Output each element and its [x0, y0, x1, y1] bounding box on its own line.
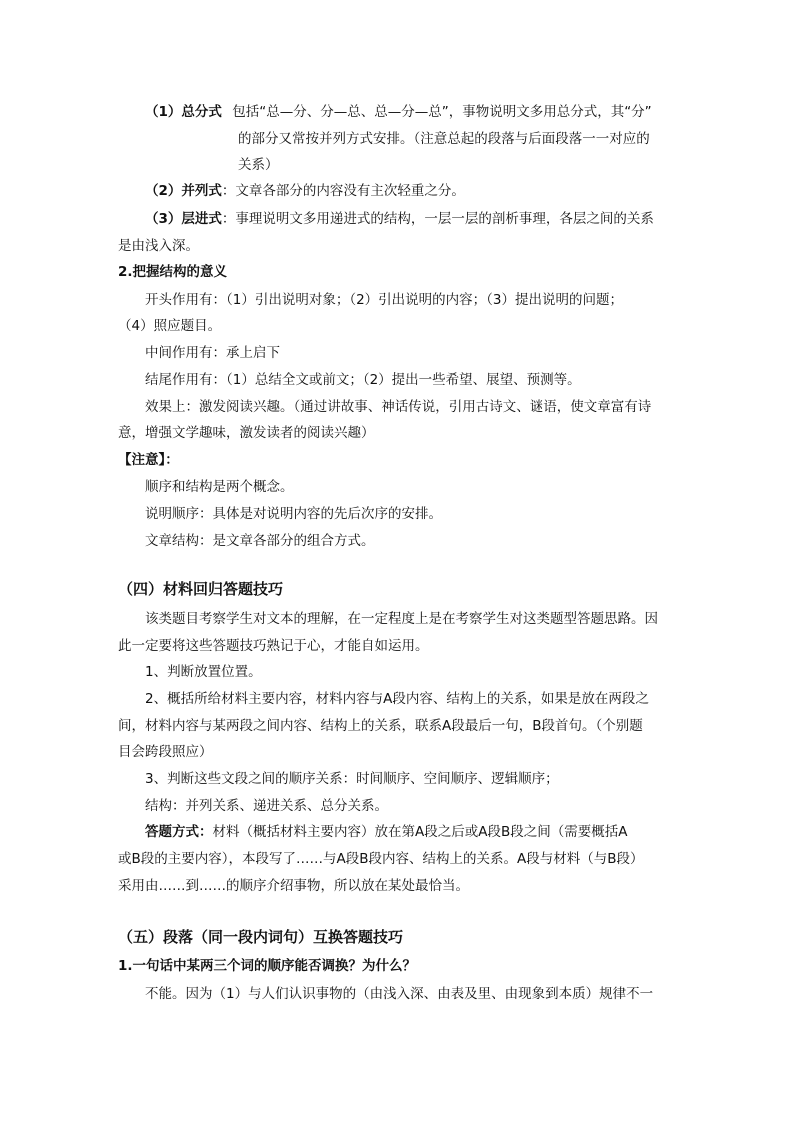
- text-line: 说明顺序：具体是对说明内容的先后次序的安排。: [145, 506, 442, 522]
- term-text: ：文章各部分的内容没有主次轻重之分。: [221, 183, 465, 199]
- question: 1.一句话中某两三个词的顺序能否调换？为什么？: [118, 958, 417, 974]
- note-label: 【注意】：: [118, 452, 179, 468]
- text-line: 文章结构：是文章各部分的组合方式。: [145, 533, 375, 549]
- answer-text: 材料（概括材料主要内容）放在第A段之后或A段B段之间（需要概括A: [212, 824, 628, 840]
- section-heading: （五）段落（同一段内词句）互换答题技巧: [118, 928, 404, 946]
- text-line: 间，材料内容与某两段之间内容、结构上的关系，联系A段最后一句，B段首句。（个别题: [118, 718, 643, 734]
- text-line: 不能。因为（1）与人们认识事物的（由浅入深、由表及里、由现象到本质）规律不一: [145, 986, 654, 1002]
- text-line: 的部分又常按并列方式安排。（注意总起的段落与后面段落一一对应的: [238, 131, 650, 147]
- section-heading: （四）材料回归答题技巧: [118, 580, 284, 598]
- list-item-total-structure: [145, 102, 652, 122]
- list-item-parallel-structure: [145, 181, 465, 201]
- answer-label: 答题方式：: [145, 824, 213, 840]
- text-line: 结构：并列关系、递进关系、总分关系。: [145, 798, 388, 814]
- term-text: ：事理说明文多用递进式的结构，一层一层的剖析事理，各层之间的关系: [221, 211, 654, 227]
- text-line: 3、判断这些文段之间的顺序关系：时间顺序、空间顺序、逻辑顺序；: [145, 771, 559, 787]
- text-line: 中间作用有：承上启下: [145, 345, 280, 361]
- text-line: （4）照应题目。: [118, 318, 222, 334]
- term-label: （2）并列式: [145, 183, 222, 199]
- text-line: 目会跨段照应）: [118, 744, 213, 760]
- text-line: 或B段的主要内容），本段写了……与A段B段内容、结构上的关系。A段与材料（与B段）: [118, 851, 644, 867]
- text-line: 关系）: [238, 157, 279, 173]
- text-line: 采用由……到……的顺序介绍事物，所以放在某处最恰当。: [118, 878, 469, 894]
- text-line: 2、概括所给材料主要内容，材料内容与A段内容、结构上的关系，如果是放在两段之: [145, 691, 649, 707]
- text-line: 此一定要将这些答题技巧熟记于心，才能自如运用。: [118, 638, 429, 654]
- text-line: 顺序和结构是两个概念。: [145, 479, 294, 495]
- subheading: 2.把握结构的意义: [118, 264, 228, 280]
- text-line: 结尾作用有：（1）总结全文或前文；（2）提出一些希望、展望、预测等。: [145, 372, 581, 388]
- term-text: 包括“总—分、分—总、总—分—总”，事物说明文多用总分式，其“分”: [232, 104, 652, 120]
- text-line: 该类题目考察学生对文本的理解，在一定程度上是在考察学生对这类题型答题思路。因: [145, 611, 658, 627]
- text-line: 效果上：激发阅读兴趣。（通过讲故事、神话传说，引用古诗文、谜语，使文章富有诗: [145, 399, 652, 415]
- answer-method: [145, 822, 627, 842]
- term-label: （1）总分式: [145, 104, 222, 120]
- text-line: 1、判断放置位置。: [145, 664, 262, 680]
- list-item-progressive-structure: [145, 209, 654, 229]
- text-line: 开头作用有：（1）引出说明对象；（2）引出说明的内容；（3）提出说明的问题；: [145, 292, 624, 308]
- term-label: （3）层进式: [145, 211, 222, 227]
- text-line: 意，增强文学趣味，激发读者的阅读兴趣）: [118, 425, 375, 441]
- text-line: 是由浅入深。: [118, 238, 199, 254]
